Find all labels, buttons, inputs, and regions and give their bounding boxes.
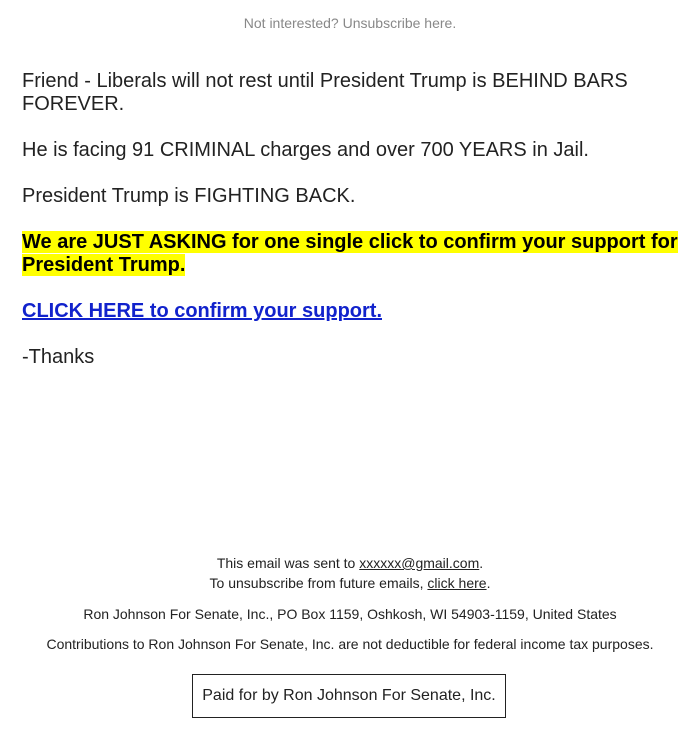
preheader-unsubscribe-link[interactable]: Not interested? Unsubscribe here.	[243, 15, 457, 31]
sent-to-line	[0, 553, 700, 573]
email-footer	[0, 553, 700, 653]
sent-to-prefix: This email was sent to	[216, 555, 360, 571]
unsubscribe-line	[0, 573, 700, 593]
confirm-support-link[interactable]: CLICK HERE to confirm your support.	[22, 300, 382, 322]
tax-disclaimer: Contributions to Ron Johnson For Senate, Inc. are not deductible for federal income tax purposes.	[46, 636, 654, 652]
paid-for-box: Paid for by Ron Johnson For Senate, Inc.	[192, 674, 506, 718]
cta-paragraph	[22, 300, 692, 323]
body-paragraph-2: He is facing 91 CRIMINAL charges and over 700 YEARS in Jail.	[22, 139, 589, 161]
email-body	[22, 70, 692, 392]
unsubscribe-suffix: .	[486, 575, 491, 591]
unsubscribe-link[interactable]: click here	[427, 575, 487, 591]
highlight-text: We are JUST ASKING for one single click to confirm your support for President Trump.	[22, 231, 678, 276]
recipient-email-link[interactable]: xxxxxx@gmail.com	[359, 555, 480, 571]
body-paragraph-1: Friend - Liberals will not rest until President Trump is BEHIND BARS FOREVER.	[22, 70, 628, 115]
body-paragraph-3: President Trump is FIGHTING BACK.	[22, 185, 356, 207]
sent-to-suffix: .	[479, 555, 484, 571]
signoff: -Thanks	[22, 346, 95, 368]
unsubscribe-prefix: To unsubscribe from future emails,	[209, 575, 428, 591]
mailing-address: Ron Johnson For Senate, Inc., PO Box 1159, Oshkosh, WI 54903-1159, United States	[83, 606, 617, 622]
highlight-paragraph	[22, 231, 692, 277]
